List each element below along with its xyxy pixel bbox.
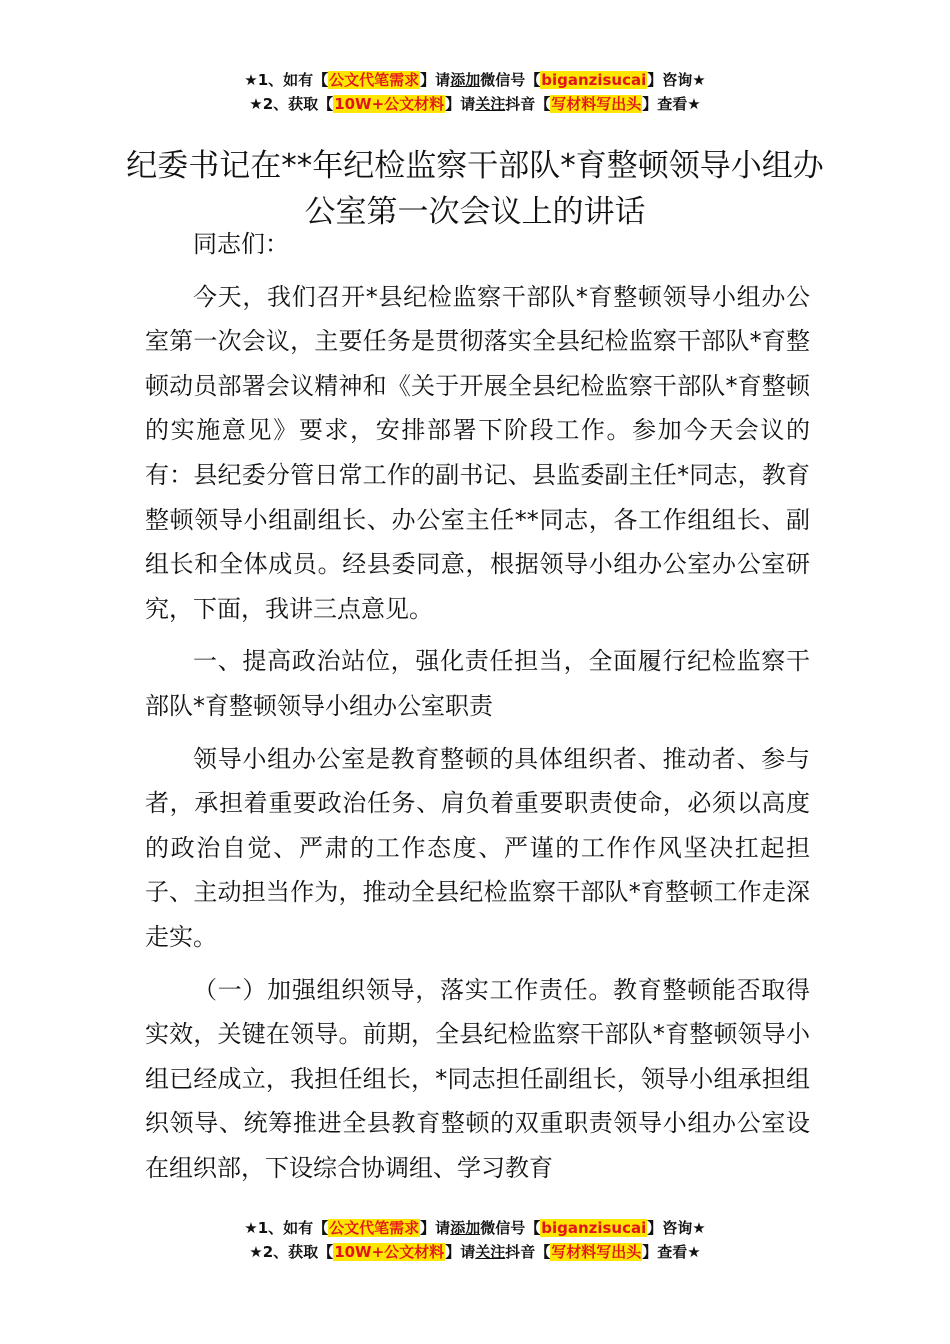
highlight-materials: 10W+公文材料 xyxy=(334,1243,445,1261)
section-heading: 一、提高政治站位，强化责任担当，全面履行纪检监察干部队*育整顿领导小组办公室职责 xyxy=(145,647,810,720)
highlight-wechat-id: biganzisucai xyxy=(541,1219,647,1237)
star-icon: ★ xyxy=(249,1243,263,1261)
promo-line-1: ★1、如有【公文代笔需求】请添加微信号【biganzisucai】咨询★ xyxy=(244,71,706,89)
highlight-douyin-account: 写材料写出头 xyxy=(551,95,642,113)
document-body xyxy=(145,222,810,1198)
star-icon: ★ xyxy=(244,1219,258,1237)
paragraph: 今天，我们召开*县纪检监察干部队*育整顿领导小组办公室第一次会议，主要任务是贯彻落实全县纪检监察干部队*育整顿动员部署会议精神和《关于开展全县纪检监察干部队*育整顿的实施意见》要求，安排部署下阶段工作。参加今天会议的有：县纪委分管日常工作的副书记、县监委副主任*同志，教育整顿领导小组副组长、办公室主任**同志，各工作组组长、副组长和全体成员。经县委同意，根据领导小组办公室办公室研究，下面，我讲三点意见。 xyxy=(145,282,810,623)
salutation: 同志们： xyxy=(193,230,289,258)
promo-line-2: ★2、获取【10W+公文材料】请关注抖音【写材料写出头】查看★ xyxy=(249,1243,701,1261)
paragraph: 领导小组办公室是教育整顿的具体组织者、推动者、参与者，承担着重要政治任务、肩负着重要职责使命，必须以高度的政治自觉、严肃的工作态度、严谨的工作作风坚决扛起担子、主动担当作为，推动全县纪检监察干部队*育整顿工作走深走实。 xyxy=(145,744,810,951)
promo-line-1: ★1、如有【公文代笔需求】请添加微信号【biganzisucai】咨询★ xyxy=(244,1219,706,1237)
document-title: 纪委书记在**年纪检监察干部队*育整顿领导小组办公室第一次会议上的讲话 xyxy=(126,147,824,230)
promo-line-2: ★2、获取【10W+公文材料】请关注抖音【写材料写出头】查看★ xyxy=(249,95,701,113)
promo-banner-bottom xyxy=(0,1216,950,1264)
star-icon: ★ xyxy=(244,71,258,89)
highlight-service: 公文代笔需求 xyxy=(329,1219,420,1237)
promo-banner-top xyxy=(0,68,950,116)
highlight-wechat-id: biganzisucai xyxy=(541,71,647,89)
highlight-douyin-account: 写材料写出头 xyxy=(551,1243,642,1261)
highlight-service: 公文代笔需求 xyxy=(329,71,420,89)
paragraph: （一）加强组织领导，落实工作责任。教育整顿能否取得实效，关键在领导。前期，全县纪检监察干部队*育整顿领导小组已经成立，我担任组长，*同志担任副组长，领导小组承担组织领导、统筹推进全县教育整顿的双重职责领导小组办公室设在组织部，下设综合协调组、学习教育 xyxy=(145,975,810,1182)
star-icon: ★ xyxy=(249,95,263,113)
highlight-materials: 10W+公文材料 xyxy=(334,95,445,113)
